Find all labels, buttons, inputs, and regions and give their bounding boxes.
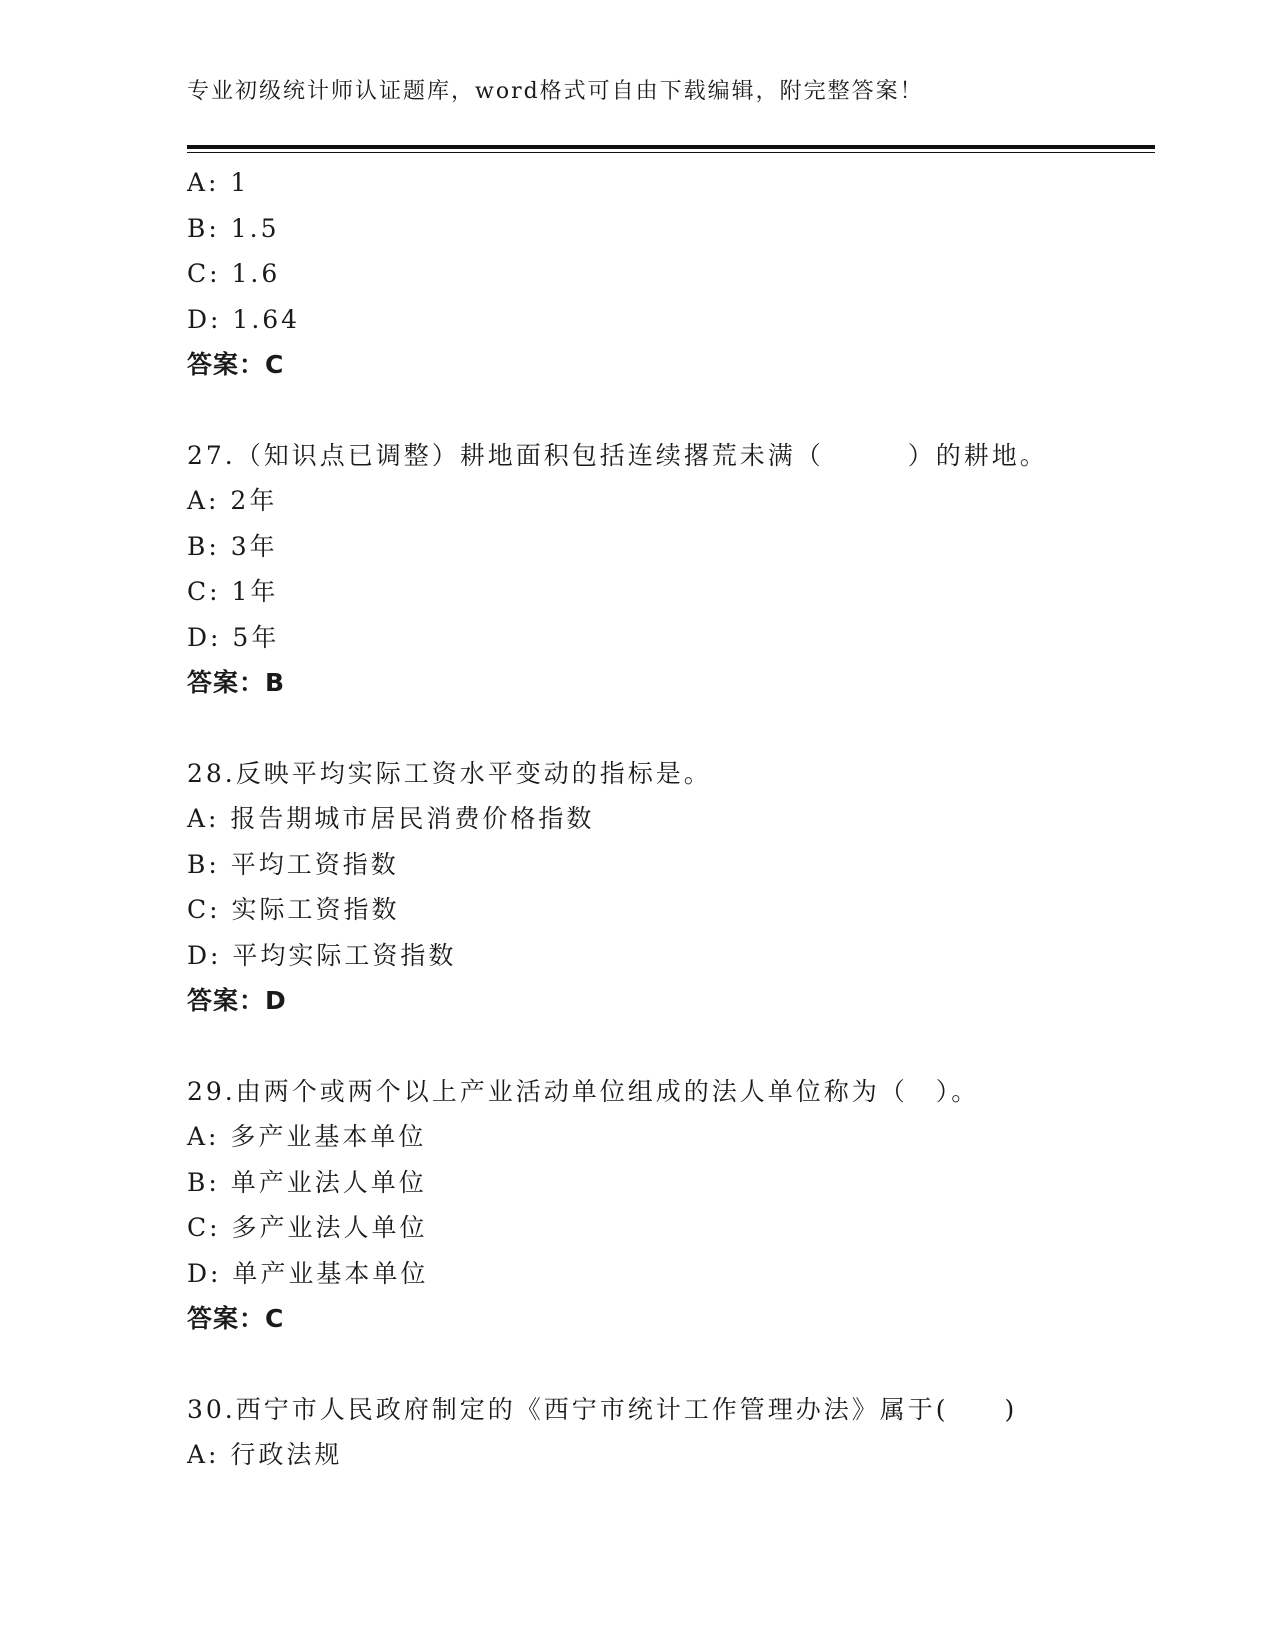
option-c: C: 多产业法人单位 bbox=[187, 1213, 428, 1242]
question-text: 27.（知识点已调整）耕地面积包括连续撂荒未满（ ）的耕地。 bbox=[187, 440, 1048, 470]
question-text: 29.由两个或两个以上产业活动单位组成的法人单位称为（ ）。 bbox=[187, 1076, 980, 1106]
option-a: A: 报告期城市居民消费价格指数 bbox=[187, 804, 595, 833]
option-c: C: 实际工资指数 bbox=[187, 895, 400, 924]
option-a: A: 行政法规 bbox=[187, 1440, 343, 1469]
question-list bbox=[187, 160, 1155, 1478]
page-header: 专业初级统计师认证题库，word格式可自由下载编辑，附完整答案！ bbox=[187, 79, 924, 104]
option-d: D: 5年 bbox=[187, 622, 280, 652]
question-text: 30.西宁市人民政府制定的《西宁市统计工作管理办法》属于( ) bbox=[187, 1394, 1018, 1424]
answer-line: 答案：C bbox=[187, 350, 285, 379]
option-b: B: 平均工资指数 bbox=[187, 849, 399, 879]
answer-line: 答案：C bbox=[187, 1304, 285, 1333]
answer-line: 答案：D bbox=[187, 986, 287, 1015]
question-text: 28.反映平均实际工资水平变动的指标是。 bbox=[187, 758, 712, 788]
answer-line: 答案：B bbox=[187, 668, 286, 697]
header-rule-thick bbox=[187, 145, 1155, 149]
option-b: B: 3年 bbox=[187, 531, 278, 561]
option-a: A: 多产业基本单位 bbox=[187, 1122, 427, 1151]
option-a: A: 2年 bbox=[187, 486, 278, 515]
option-c: C: 1.6 bbox=[187, 259, 281, 288]
option-b: B: 1.5 bbox=[187, 213, 280, 243]
option-d: D: 1.64 bbox=[187, 304, 301, 334]
header-rule-thin bbox=[187, 152, 1155, 153]
option-d: D: 平均实际工资指数 bbox=[187, 940, 457, 970]
option-a: A: 1 bbox=[187, 168, 250, 197]
option-d: D: 单产业基本单位 bbox=[187, 1258, 429, 1288]
option-b: B: 单产业法人单位 bbox=[187, 1167, 427, 1197]
option-c: C: 1年 bbox=[187, 577, 279, 606]
